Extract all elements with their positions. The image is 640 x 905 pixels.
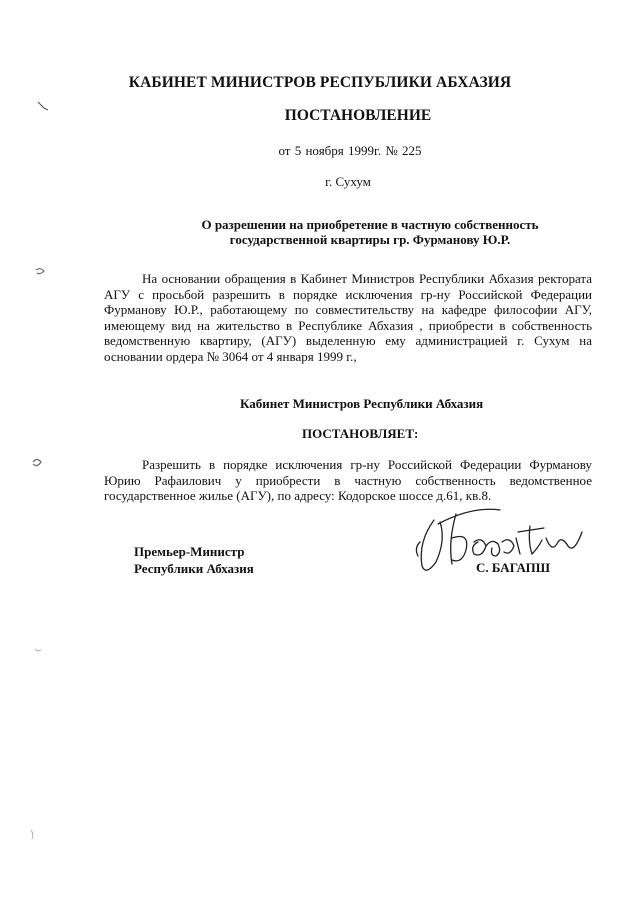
subject-line-1: О разрешении на приобретение в частную собственность: [201, 217, 539, 232]
document-city: г. Сухум: [325, 174, 371, 189]
scan-speck: [34, 266, 48, 278]
signatory-position-line-1: Премьер-Министр: [134, 544, 245, 559]
signatory-position-line-2: Республики Абхазия: [134, 561, 254, 576]
issuer-header-title: КАБИНЕТ МИНИСТРОВ РЕСПУБЛИКИ АБХАЗИЯ: [128, 74, 512, 91]
signatory-name: С. БАГАПШ: [476, 560, 551, 575]
signatory-position: [134, 543, 254, 577]
scan-speck: [28, 828, 38, 842]
document-type: ПОСТАНОВЛЕНИЕ: [284, 107, 432, 124]
scan-speck: [30, 456, 44, 470]
issuing-body: Кабинет Министров Республики Абхазия: [240, 396, 484, 411]
body-paragraph-basis: На основании обращения в Кабинет Министров Республики Абхазия ректората АГУ с просьбой разрешить в порядке исключения гр-ну Российской Федерации Фурманову Ю.Р., работающему по совместительству на кафедре философии АГУ, имеющему вид на жительство в Республике Абхазия , приобрести в собственность ведомственную квартиру, (АГУ) выделенную ему администрацией г. Сухум на основании ордера № 3064 от 4 января 1999 г.,: [104, 271, 592, 364]
scan-speck: [33, 646, 43, 656]
subject-line-2: государственной квартиры гр. Фурманову Ю.Р.: [229, 232, 511, 247]
document-date-number: от 5 ноября 1999г. № 225: [278, 143, 422, 158]
document-subject: [180, 217, 560, 247]
body-paragraph-resolution: Разрешить в порядке исключения гр-ну Российской Федерации Фурманову Юрию Рафаилович у приобрести в частную собственность ведомственное государственное жилье (АГУ), по адресу: Кодорское шоссе д.61, кв.8.: [104, 457, 592, 504]
resolves-heading: ПОСТАНОВЛЯЕТ:: [302, 426, 419, 441]
